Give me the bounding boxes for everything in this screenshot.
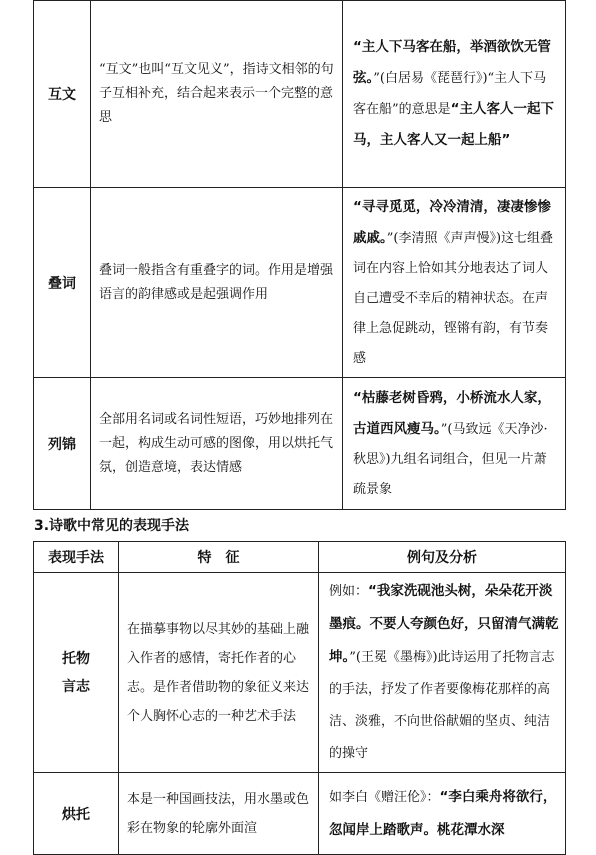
description-cell: 全部用名词或名词性短语，巧妙地排列在一起，构成生动可感的图像，用以烘托气氛，创造意境，表达情感 <box>91 378 343 510</box>
description-cell: 在描摹事物以尽其妙的基础上融入作者的感情，寄托作者的心志。是作者借助物的象征义来达个人胸怀心志的一种艺术手法 <box>119 573 319 773</box>
term-cell: 列锦 <box>34 378 91 510</box>
table-row <box>34 573 566 773</box>
term-cell: 互文 <box>34 1 91 188</box>
table-row <box>34 773 566 855</box>
description-cell: “互文”也叫“互文见义”，指诗文相邻的句子互相补充，结合起来表示一个完整的意思 <box>91 1 343 188</box>
term-cell: 烘托 <box>34 773 119 855</box>
example-cell: “寻寻觅觅，冷冷清清，凄凄惨惨戚戚。”(李清照《声声慢》)这七组叠词在内容上恰如其分地表达了词人自己遭受不幸后的精神状态。在声律上急促跳动，铿锵有韵，有节奏感 <box>343 188 566 378</box>
rhetoric-table <box>33 0 566 510</box>
techniques-table <box>33 541 566 855</box>
column-header: 例句及分析 <box>319 542 566 573</box>
table-row <box>34 188 566 378</box>
example-cell: 如李白《赠汪伦》：“李白乘舟将欲行，忽闻岸上踏歌声。桃花潭水深 <box>319 773 566 855</box>
example-cell: 例如：“我家洗砚池头树，朵朵花开淡墨痕。不要人夸颜色好，只留清气满乾坤。”(王冕《墨梅》)此诗运用了托物言志的手法，抒发了作者要像梅花那样的高洁、淡雅，不向世俗献媚的坚贞、纯洁的操守 <box>319 573 566 773</box>
column-header: 表现手法 <box>34 542 119 573</box>
description-cell: 叠词一般指含有重叠字的词。作用是增强语言的韵律感或是起强调作用 <box>91 188 343 378</box>
table-row <box>34 1 566 188</box>
table-row <box>34 378 566 510</box>
example-cell: “枯藤老树昏鸦，小桥流水人家，古道西风瘦马。”(马致远《天净沙·秋思》)九组名词组合，但见一片萧疏景象 <box>343 378 566 510</box>
section-title: 3.诗歌中常见的表现手法 <box>34 518 190 534</box>
column-header: 特 征 <box>119 542 319 573</box>
description-cell: 本是一种国画技法，用水墨或色彩在物象的轮廓外面渲 <box>119 773 319 855</box>
table-header-row <box>34 542 566 573</box>
term-cell: 托物言志 <box>34 573 119 773</box>
example-cell: “主人下马客在船，举酒欲饮无管弦。”(白居易《琵琶行》)“主人下马客在船”的意思是“主人客人一起下马，主人客人又一起上船” <box>343 1 566 188</box>
term-cell: 叠词 <box>34 188 91 378</box>
